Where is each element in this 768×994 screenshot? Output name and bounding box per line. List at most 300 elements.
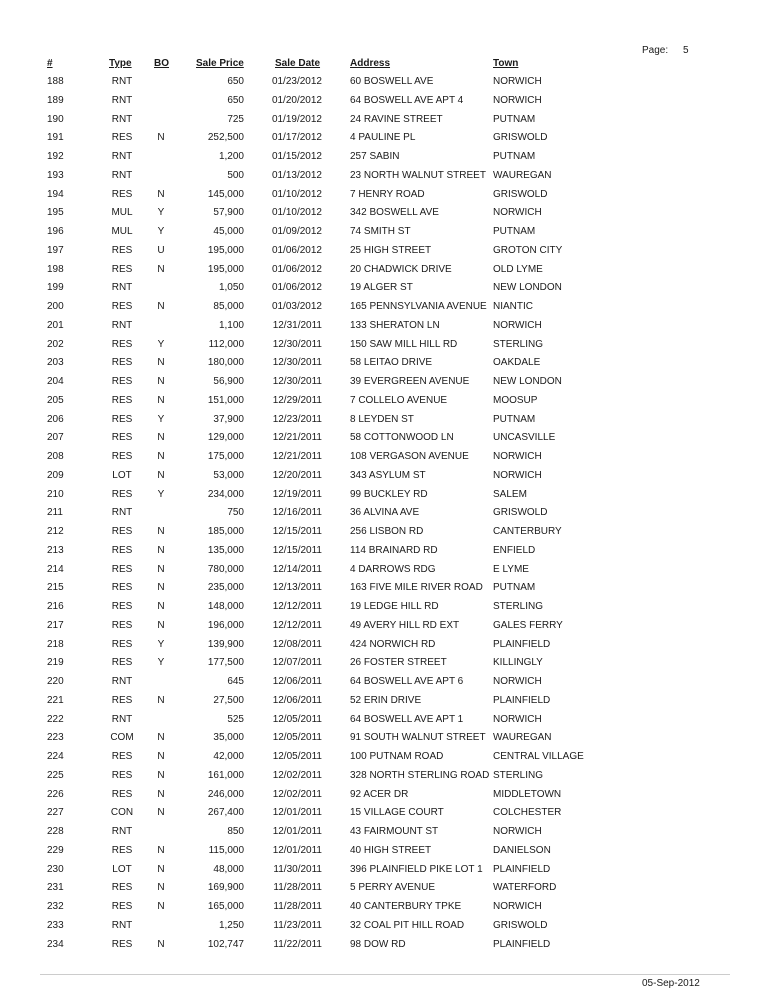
row-type: MUL <box>111 207 133 219</box>
table-row <box>0 601 768 619</box>
row-address: 52 ERIN DRIVE <box>350 694 422 706</box>
table-row <box>0 751 768 769</box>
row-bo: Y <box>157 226 165 237</box>
row-number: 212 <box>47 526 64 537</box>
row-sale-date: 01/06/2012 <box>271 244 322 256</box>
row-type: RES <box>111 413 133 425</box>
row-sale-price: 195,000 <box>207 263 244 275</box>
row-number: 206 <box>47 413 64 425</box>
page-number: 5 <box>683 45 689 56</box>
row-address: 32 COAL PIT HILL ROAD <box>350 919 465 931</box>
row-sale-date: 01/19/2012 <box>271 113 322 125</box>
row-type: RES <box>111 338 133 350</box>
row-sale-date: 12/20/2011 <box>272 469 322 481</box>
column-header-sale-price: Sale Price <box>196 58 244 69</box>
table-row <box>0 395 768 413</box>
table-row <box>0 95 768 113</box>
row-address: 4 DARROWS RDG <box>350 563 436 575</box>
row-sale-price: 48,000 <box>213 863 244 875</box>
row-sale-price: 161,000 <box>207 769 244 781</box>
table-row <box>0 132 768 150</box>
row-address: 40 HIGH STREET <box>350 844 432 856</box>
row-sale-date: 01/09/2012 <box>271 226 322 237</box>
row-sale-price: 35,000 <box>213 732 244 744</box>
row-town: E LYME <box>493 563 529 575</box>
row-sale-price: 27,500 <box>213 694 244 706</box>
row-town: PLAINFIELD <box>493 863 551 875</box>
row-type: COM <box>110 732 134 744</box>
row-sale-date: 12/12/2011 <box>272 601 322 612</box>
row-type: RNT <box>111 94 133 106</box>
table-row <box>0 170 768 188</box>
row-town: NIANTIC <box>493 301 533 312</box>
row-town: WAUREGAN <box>493 732 552 744</box>
column-header-town: Town <box>493 58 519 69</box>
row-sale-price: 650 <box>227 76 244 87</box>
table-row <box>0 920 768 938</box>
page-label: Page: <box>642 45 669 56</box>
table-row <box>0 864 768 882</box>
row-address: 5 PERRY AVENUE <box>350 882 436 894</box>
row-number: 221 <box>47 694 64 706</box>
table-row <box>0 526 768 544</box>
row-town: PUTNAM <box>493 151 536 162</box>
row-number: 223 <box>47 732 64 744</box>
table-row <box>0 207 768 225</box>
table-row <box>0 432 768 450</box>
row-number: 220 <box>47 676 64 687</box>
row-sale-date: 11/30/2011 <box>273 863 322 875</box>
row-number: 233 <box>47 919 64 931</box>
table-row <box>0 320 768 338</box>
row-town: SALEM <box>493 488 527 500</box>
row-sale-date: 12/13/2011 <box>272 582 322 594</box>
row-bo: Y <box>157 338 165 350</box>
row-sale-date: 12/15/2011 <box>272 526 322 537</box>
row-sale-price: 175,000 <box>207 451 244 462</box>
row-sale-date: 01/15/2012 <box>271 151 322 162</box>
row-sale-price: 42,000 <box>213 751 244 762</box>
column-header-sale-date: Sale Date <box>275 58 321 69</box>
table-row <box>0 714 768 732</box>
row-number: 202 <box>47 338 64 350</box>
row-town: GRISWOLD <box>493 507 548 519</box>
row-bo: N <box>157 694 165 706</box>
row-town: NORWICH <box>493 713 542 725</box>
row-sale-date: 12/19/2011 <box>272 488 322 500</box>
row-sale-date: 11/23/2011 <box>273 919 322 931</box>
row-town: NORWICH <box>493 207 542 219</box>
row-sale-price: 185,000 <box>207 526 244 537</box>
row-address: 19 LEDGE HILL RD <box>350 601 439 612</box>
row-number: 209 <box>47 469 64 481</box>
row-number: 190 <box>47 113 64 125</box>
row-number: 191 <box>47 132 64 144</box>
row-address: 36 ALVINA AVE <box>350 507 420 519</box>
row-sale-price: 37,900 <box>213 413 244 425</box>
row-town: GRISWOLD <box>493 132 548 144</box>
row-bo: Y <box>157 638 165 650</box>
row-sale-date: 12/21/2011 <box>272 432 322 444</box>
row-town: STERLING <box>493 601 544 612</box>
row-sale-date: 01/06/2012 <box>271 263 322 275</box>
row-sale-price: 246,000 <box>207 788 244 800</box>
row-type: RNT <box>111 151 133 162</box>
row-bo: N <box>157 432 165 444</box>
row-sale-price: 1,100 <box>218 319 244 331</box>
row-number: 189 <box>47 94 64 106</box>
row-sale-date: 12/30/2011 <box>272 338 322 350</box>
table-row <box>0 807 768 825</box>
table-row <box>0 282 768 300</box>
table-row <box>0 882 768 900</box>
row-bo: Y <box>157 413 165 425</box>
row-sale-date: 01/03/2012 <box>271 301 322 312</box>
row-type: CON <box>110 807 134 819</box>
row-town: NEW LONDON <box>493 376 562 387</box>
row-bo: N <box>157 526 165 537</box>
row-type: RNT <box>111 676 133 687</box>
row-address: 64 BOSWELL AVE APT 4 <box>350 94 464 106</box>
row-sale-price: 151,000 <box>207 394 244 406</box>
row-sale-price: 165,000 <box>207 901 244 912</box>
row-address: 19 ALGER ST <box>350 282 413 294</box>
row-address: 396 PLAINFIELD PIKE LOT 1 <box>350 863 483 875</box>
table-row <box>0 489 768 507</box>
row-sale-date: 12/02/2011 <box>272 769 322 781</box>
row-number: 196 <box>47 226 64 237</box>
row-type: RES <box>111 751 133 762</box>
table-row <box>0 676 768 694</box>
row-sale-date: 12/05/2011 <box>272 732 322 744</box>
row-bo: N <box>157 788 165 800</box>
row-town: OAKDALE <box>493 357 541 369</box>
row-bo: N <box>157 469 165 481</box>
row-address: 163 FIVE MILE RIVER ROAD <box>350 582 483 594</box>
row-number: 188 <box>47 76 64 87</box>
row-address: 26 FOSTER STREET <box>350 657 447 669</box>
row-sale-date: 12/01/2011 <box>272 807 322 819</box>
row-bo: Y <box>157 207 165 219</box>
row-town: STERLING <box>493 338 544 350</box>
row-address: 64 BOSWELL AVE APT 6 <box>350 676 464 687</box>
row-town: GRISWOLD <box>493 919 548 931</box>
row-bo: N <box>157 938 165 950</box>
row-sale-price: 180,000 <box>207 357 244 369</box>
table-row <box>0 657 768 675</box>
row-sale-date: 12/02/2011 <box>272 788 322 800</box>
row-number: 222 <box>47 713 64 725</box>
row-number: 214 <box>47 563 64 575</box>
row-address: 98 DOW RD <box>350 938 406 950</box>
row-bo: N <box>157 751 165 762</box>
row-bo: N <box>157 563 165 575</box>
row-type: RES <box>111 544 133 556</box>
row-address: 328 NORTH STERLING ROAD <box>350 769 490 781</box>
table-row <box>0 189 768 207</box>
row-address: 8 LEYDEN ST <box>350 413 414 425</box>
row-type: RES <box>111 244 133 256</box>
row-number: 193 <box>47 169 64 181</box>
row-address: 100 PUTNAM ROAD <box>350 751 444 762</box>
row-sale-price: 650 <box>227 94 244 106</box>
row-sale-price: 500 <box>227 169 244 181</box>
row-sale-price: 750 <box>227 507 244 519</box>
row-type: RES <box>111 619 133 631</box>
row-address: 7 HENRY ROAD <box>350 188 425 200</box>
row-type: RES <box>111 657 133 669</box>
row-type: RES <box>111 582 133 594</box>
row-sale-date: 12/29/2011 <box>272 394 322 406</box>
row-town: CANTERBURY <box>493 526 562 537</box>
row-address: 15 VILLAGE COURT <box>350 807 444 819</box>
table-row <box>0 845 768 863</box>
row-type: RNT <box>111 919 133 931</box>
row-number: 195 <box>47 207 64 219</box>
row-town: NORWICH <box>493 319 542 331</box>
row-type: MUL <box>111 226 133 237</box>
row-address: 150 SAW MILL HILL RD <box>350 338 458 350</box>
row-type: RNT <box>111 76 133 87</box>
column-header-num: # <box>47 58 53 69</box>
row-town: PLAINFIELD <box>493 694 551 706</box>
row-town: NORWICH <box>493 901 542 912</box>
row-address: 20 CHADWICK DRIVE <box>350 263 452 275</box>
row-number: 199 <box>47 282 64 294</box>
row-town: MIDDLETOWN <box>493 788 562 800</box>
row-bo: N <box>157 263 165 275</box>
row-sale-price: 267,400 <box>207 807 244 819</box>
row-sale-date: 01/20/2012 <box>271 94 322 106</box>
row-town: KILLINGLY <box>493 657 543 669</box>
row-address: 92 ACER DR <box>350 788 409 800</box>
row-number: 228 <box>47 826 64 837</box>
row-town: GRISWOLD <box>493 188 548 200</box>
row-town: GALES FERRY <box>493 619 563 631</box>
row-sale-date: 12/01/2011 <box>272 826 322 837</box>
row-address: 49 AVERY HILL RD EXT <box>350 619 460 631</box>
row-sale-date: 12/01/2011 <box>272 844 322 856</box>
row-address: 424 NORWICH RD <box>350 638 436 650</box>
row-sale-date: 12/23/2011 <box>272 413 322 425</box>
row-sale-date: 12/21/2011 <box>272 451 322 462</box>
row-type: RES <box>111 394 133 406</box>
row-address: 43 FAIRMOUNT ST <box>350 826 439 837</box>
row-sale-date: 12/31/2011 <box>272 319 322 331</box>
row-type: LOT <box>112 469 132 481</box>
row-sale-date: 11/22/2011 <box>273 938 322 950</box>
row-sale-price: 135,000 <box>207 544 244 556</box>
row-number: 213 <box>47 544 64 556</box>
column-header-address: Address <box>350 58 391 69</box>
row-sale-price: 129,000 <box>207 432 244 444</box>
row-sale-date: 12/16/2011 <box>272 507 322 519</box>
row-type: RES <box>111 357 133 369</box>
table-row <box>0 226 768 244</box>
row-sale-price: 235,000 <box>207 582 244 594</box>
row-bo: N <box>157 601 165 612</box>
table-row <box>0 245 768 263</box>
table-row <box>0 770 768 788</box>
row-sale-price: 45,000 <box>213 226 244 237</box>
row-number: 207 <box>47 432 64 444</box>
row-address: 39 EVERGREEN AVENUE <box>350 376 470 387</box>
table-row <box>0 901 768 919</box>
row-address: 4 PAULINE PL <box>350 132 416 144</box>
row-town: STERLING <box>493 769 544 781</box>
table-row <box>0 301 768 319</box>
row-address: 23 NORTH WALNUT STREET <box>350 169 486 181</box>
row-sale-price: 252,500 <box>207 132 244 144</box>
column-header-bo: BO <box>154 58 169 69</box>
row-address: 91 SOUTH WALNUT STREET <box>350 732 486 744</box>
row-address: 343 ASYLUM ST <box>350 469 426 481</box>
row-number: 234 <box>47 938 64 950</box>
row-town: NORWICH <box>493 676 542 687</box>
table-row <box>0 357 768 375</box>
row-type: RES <box>111 938 133 950</box>
row-sale-price: 115,000 <box>208 844 244 856</box>
table-row <box>0 732 768 750</box>
row-sale-date: 12/14/2011 <box>272 563 322 575</box>
row-bo: U <box>157 244 165 256</box>
table-row <box>0 545 768 563</box>
row-bo: N <box>157 882 165 894</box>
row-number: 226 <box>47 788 64 800</box>
row-type: LOT <box>112 863 132 875</box>
row-number: 208 <box>47 451 64 462</box>
row-sale-date: 01/17/2012 <box>271 132 322 144</box>
row-type: RES <box>111 601 133 612</box>
row-sale-price: 195,000 <box>207 244 244 256</box>
row-address: 7 COLLELO AVENUE <box>350 394 448 406</box>
row-town: PLAINFIELD <box>493 638 551 650</box>
table-row <box>0 620 768 638</box>
row-sale-price: 169,900 <box>207 882 244 894</box>
table-row <box>0 151 768 169</box>
row-address: 108 VERGASON AVENUE <box>350 451 469 462</box>
row-type: RNT <box>111 713 133 725</box>
row-sale-price: 525 <box>227 713 244 725</box>
footer-rule <box>40 974 730 975</box>
row-number: 224 <box>47 751 64 762</box>
row-sale-price: 850 <box>227 826 244 837</box>
row-address: 25 HIGH STREET <box>350 244 432 256</box>
row-number: 219 <box>47 657 64 669</box>
row-type: RNT <box>111 169 133 181</box>
row-sale-date: 12/12/2011 <box>272 619 322 631</box>
row-town: NORWICH <box>493 451 542 462</box>
row-bo: Y <box>157 657 165 669</box>
row-sale-price: 139,900 <box>207 638 244 650</box>
row-sale-price: 196,000 <box>207 619 244 631</box>
row-town: ENFIELD <box>493 544 536 556</box>
row-address: 64 BOSWELL AVE APT 1 <box>350 713 464 725</box>
row-address: 40 CANTERBURY TPKE <box>350 901 462 912</box>
row-bo: Y <box>157 488 165 500</box>
row-town: DANIELSON <box>493 844 551 856</box>
row-sale-price: 53,000 <box>213 469 244 481</box>
row-sale-date: 01/10/2012 <box>271 188 322 200</box>
row-address: 165 PENNSYLVANIA AVENUE <box>350 301 487 312</box>
table-row <box>0 695 768 713</box>
row-sale-price: 780,000 <box>207 563 244 575</box>
table-row <box>0 414 768 432</box>
row-sale-price: 1,200 <box>218 151 244 162</box>
row-number: 225 <box>47 769 64 781</box>
row-town: PUTNAM <box>493 113 536 125</box>
row-number: 194 <box>47 188 64 200</box>
row-type: RES <box>111 882 133 894</box>
row-type: RES <box>111 769 133 781</box>
table-row <box>0 114 768 132</box>
row-town: NORWICH <box>493 76 542 87</box>
table-row <box>0 264 768 282</box>
table-row <box>0 826 768 844</box>
row-bo: N <box>157 188 165 200</box>
row-bo: N <box>157 844 165 856</box>
row-number: 227 <box>47 807 64 819</box>
row-number: 200 <box>47 301 64 312</box>
row-sale-price: 645 <box>227 676 244 687</box>
row-sale-price: 57,900 <box>213 207 244 219</box>
row-town: WATERFORD <box>493 882 557 894</box>
column-header-type: Type <box>109 58 132 69</box>
row-number: 204 <box>47 376 64 387</box>
row-sale-date: 12/15/2011 <box>272 544 322 556</box>
row-sale-date: 01/06/2012 <box>271 282 322 294</box>
row-type: RES <box>111 788 133 800</box>
row-number: 217 <box>47 619 64 631</box>
table-row <box>0 789 768 807</box>
row-number: 201 <box>47 319 64 331</box>
row-bo: N <box>157 394 165 406</box>
row-type: RES <box>111 188 133 200</box>
row-number: 210 <box>47 488 64 500</box>
table-row <box>0 939 768 957</box>
table-row <box>0 639 768 657</box>
row-sale-price: 234,000 <box>207 488 244 500</box>
row-number: 203 <box>47 357 64 369</box>
row-sale-price: 177,500 <box>207 657 244 669</box>
row-address: 257 SABIN <box>350 151 400 162</box>
row-bo: N <box>157 301 165 312</box>
row-number: 232 <box>47 901 64 912</box>
row-sale-price: 148,000 <box>207 601 244 612</box>
row-sale-price: 56,900 <box>213 376 244 387</box>
row-type: RNT <box>111 826 133 837</box>
table-row <box>0 507 768 525</box>
row-town: CENTRAL VILLAGE <box>493 751 584 762</box>
row-sale-date: 12/30/2011 <box>272 357 322 369</box>
row-address: 99 BUCKLEY RD <box>350 488 428 500</box>
row-type: RNT <box>111 113 133 125</box>
table-row <box>0 376 768 394</box>
row-bo: N <box>157 619 165 631</box>
table-row <box>0 339 768 357</box>
row-number: 216 <box>47 601 64 612</box>
row-address: 256 LISBON RD <box>350 526 424 537</box>
row-sale-price: 112,000 <box>208 338 244 350</box>
row-bo: N <box>157 132 165 144</box>
row-sale-date: 12/06/2011 <box>272 694 322 706</box>
table-row <box>0 76 768 94</box>
footer-date: 05-Sep-2012 <box>642 978 700 989</box>
row-town: UNCASVILLE <box>493 432 556 444</box>
row-sale-date: 01/13/2012 <box>271 169 322 181</box>
row-sale-price: 102,747 <box>207 938 244 950</box>
table-row <box>0 470 768 488</box>
